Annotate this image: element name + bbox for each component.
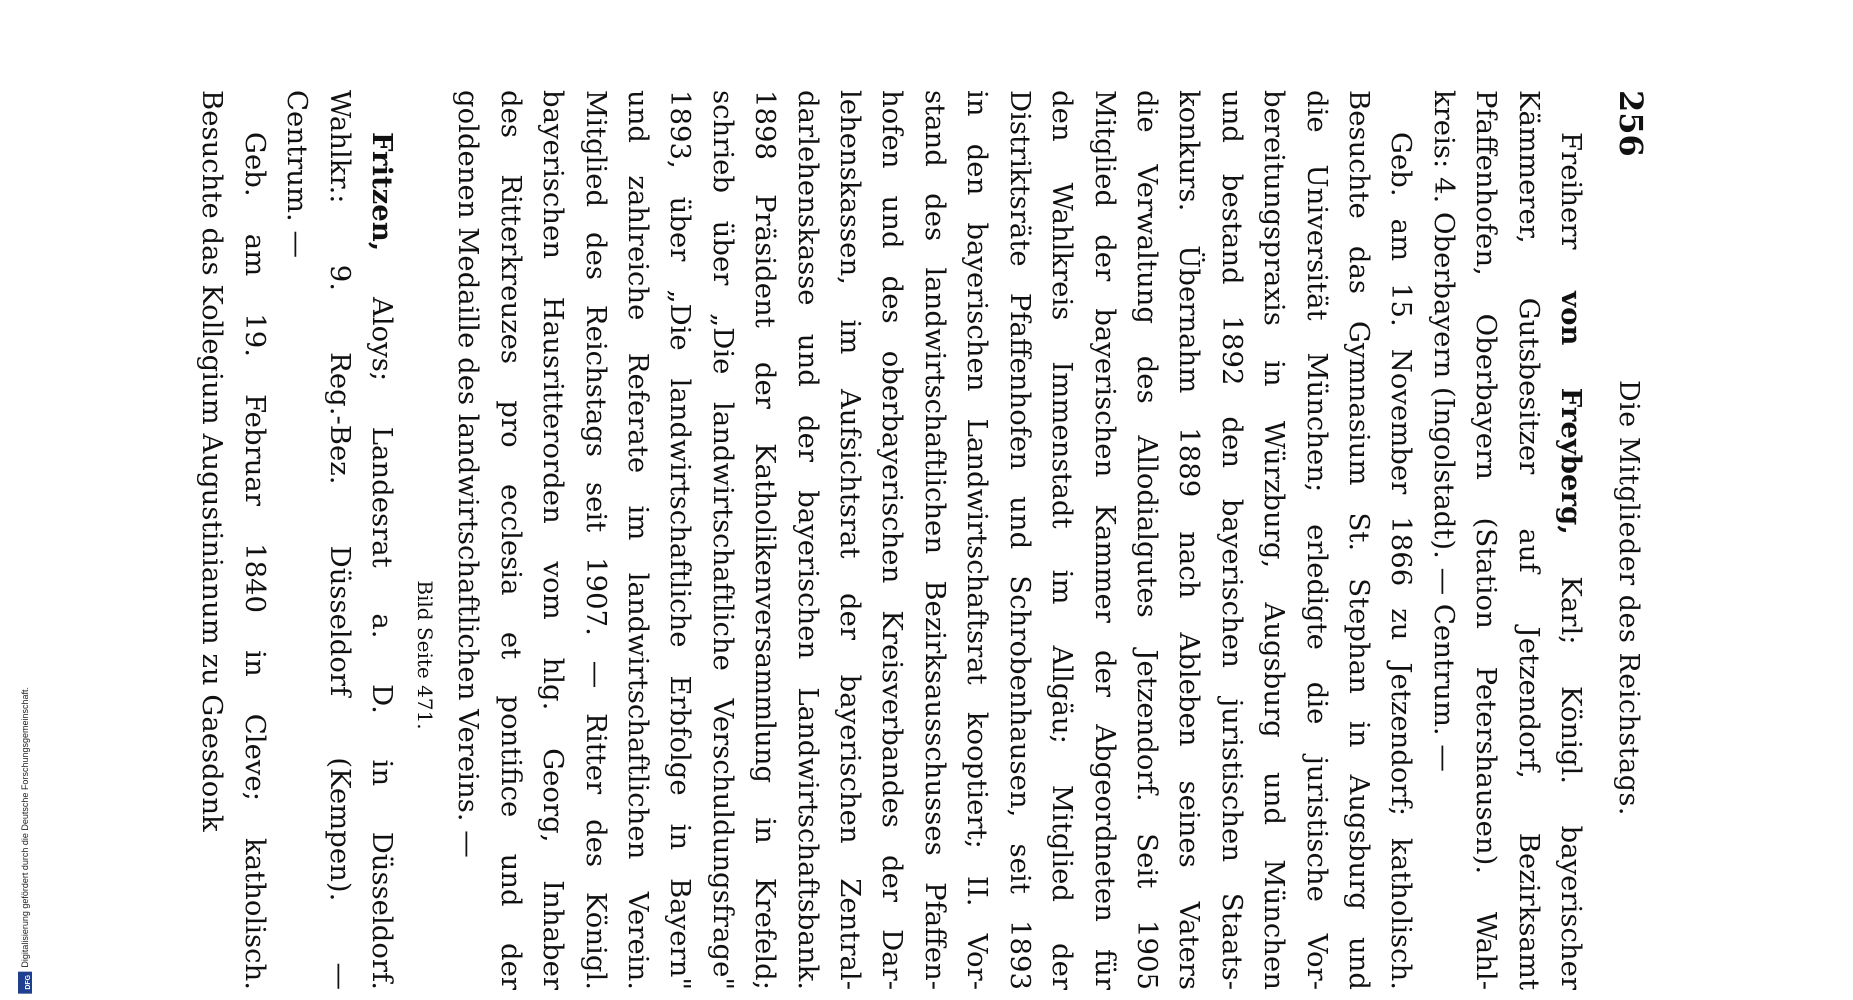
text-line: 1893, über „Die landwirtschaftliche Erbfolge in Bayern"	[664, 90, 697, 990]
text-line: die Universität München; erledigte die juristische Vor-	[1300, 90, 1333, 990]
digitization-credit	[18, 687, 32, 994]
member-name: Fritzen,	[366, 132, 399, 252]
text-line: Mitglied der bayerischen Kammer der Abgeordneten für	[1088, 90, 1121, 990]
member-name: von Freyberg,	[1555, 291, 1587, 535]
line-prefix: Freiherr	[1555, 132, 1587, 292]
text-line: in den bayerischen Landwirtschaftsrat kooptiert; II. Vor-	[961, 90, 994, 990]
text-line: hofen und des oberbayerischen Kreisverbandes der Dar-	[876, 90, 909, 990]
page-header	[1592, 90, 1650, 990]
text-line: Besuchte das Kollegium Augustinianum zu Gaesdonk	[196, 90, 229, 832]
text-line: Kämmerer, Gutsbesitzer auf Jetzendorf, Bezirksamt	[1512, 90, 1545, 990]
running-head: Die Mitglieder des Reichstags.	[1613, 380, 1644, 816]
book-page	[196, 90, 1650, 990]
text-line: Wahlkr.: 9. Reg.-Bez. Düsseldorf (Kempen). —	[323, 90, 356, 990]
text-line: goldenen Medaille des landwirtschaftlichen Vereins. —	[452, 90, 485, 858]
text-line: des Ritterkreuzes pro ecclesia et pontifice und der	[494, 90, 527, 990]
text-line: den Wahlkreis Immenstadt im Allgäu; Mitglied der	[1046, 90, 1079, 990]
text-line: bereitungspraxis in Würzburg, Augsburg und München	[1258, 90, 1291, 990]
text-line: Centrum. —	[281, 90, 314, 258]
line-suffix: Aloys; Landesrat a. D. in Düsseldorf.	[366, 251, 399, 990]
text-line	[1550, 90, 1592, 990]
text-line: stand des landwirtschaftlichen Bezirksausschusses Pfaffen-	[918, 90, 951, 990]
text-line: und bestand 1892 den bayerischen juristischen Staats-	[1215, 90, 1248, 990]
text-line: darlehenskasse und der bayerischen Landwirtschaftsbank.	[791, 90, 824, 990]
text-line	[361, 90, 403, 990]
text-line: Besuchte das Gymnasium St. Stephan in Augsburg und	[1342, 90, 1375, 990]
text-line: lehenskassen, im Aufsichtsrat der bayerischen Zentral-	[834, 90, 867, 990]
picture-reference: Bild Seite 471.	[413, 580, 438, 730]
text-line: Distriktsräte Pfaffenhofen und Schrobenhausen, seit 1893	[1003, 90, 1036, 990]
digitization-credit-text: Digitalisierung gefördert durch die Deutsche Forschungsgemeinschaft.	[20, 687, 30, 968]
text-line: Geb. am 19. Februar 1840 in Cleve; katholisch.	[238, 132, 271, 990]
page-number: 256	[1612, 90, 1650, 157]
text-line: schrieb über „Die landwirtschaftliche Verschuldungsfrage"	[706, 90, 739, 990]
member-entry-freyberg	[447, 90, 1592, 990]
text-line: bayerischen Hausritterorden vom hlg. Georg, Inhaber	[537, 90, 570, 990]
text-line: Geb. am 15. November 1866 zu Jetzendorf; katholisch.	[1385, 132, 1418, 990]
text-line: kreis: 4. Oberbayern (Ingolstadt). — Centrum. —	[1427, 90, 1460, 772]
text-line: Mitglied des Reichstags seit 1907. — Ritter des Königl.	[579, 90, 612, 990]
dfg-logo: DFG	[18, 972, 32, 994]
text-line: und zahlreiche Referate im landwirtschaftlichen Verein.	[622, 90, 655, 990]
text-line: Pfaffenhofen, Oberbayern (Station Petershausen). Wahl-	[1470, 90, 1503, 990]
line-suffix: Karl; Königl. bayerischer	[1555, 534, 1587, 990]
text-line: konkurs. Übernahm 1889 nach Ableben seines Vaters	[1173, 90, 1206, 990]
member-entry-fritzen	[191, 90, 403, 990]
text-line: die Verwaltung des Allodialgutes Jetzendorf. Seit 1905	[1130, 90, 1163, 990]
text-line: 1898 Präsident der Katholikenversammlung in Krefeld;	[749, 90, 782, 990]
